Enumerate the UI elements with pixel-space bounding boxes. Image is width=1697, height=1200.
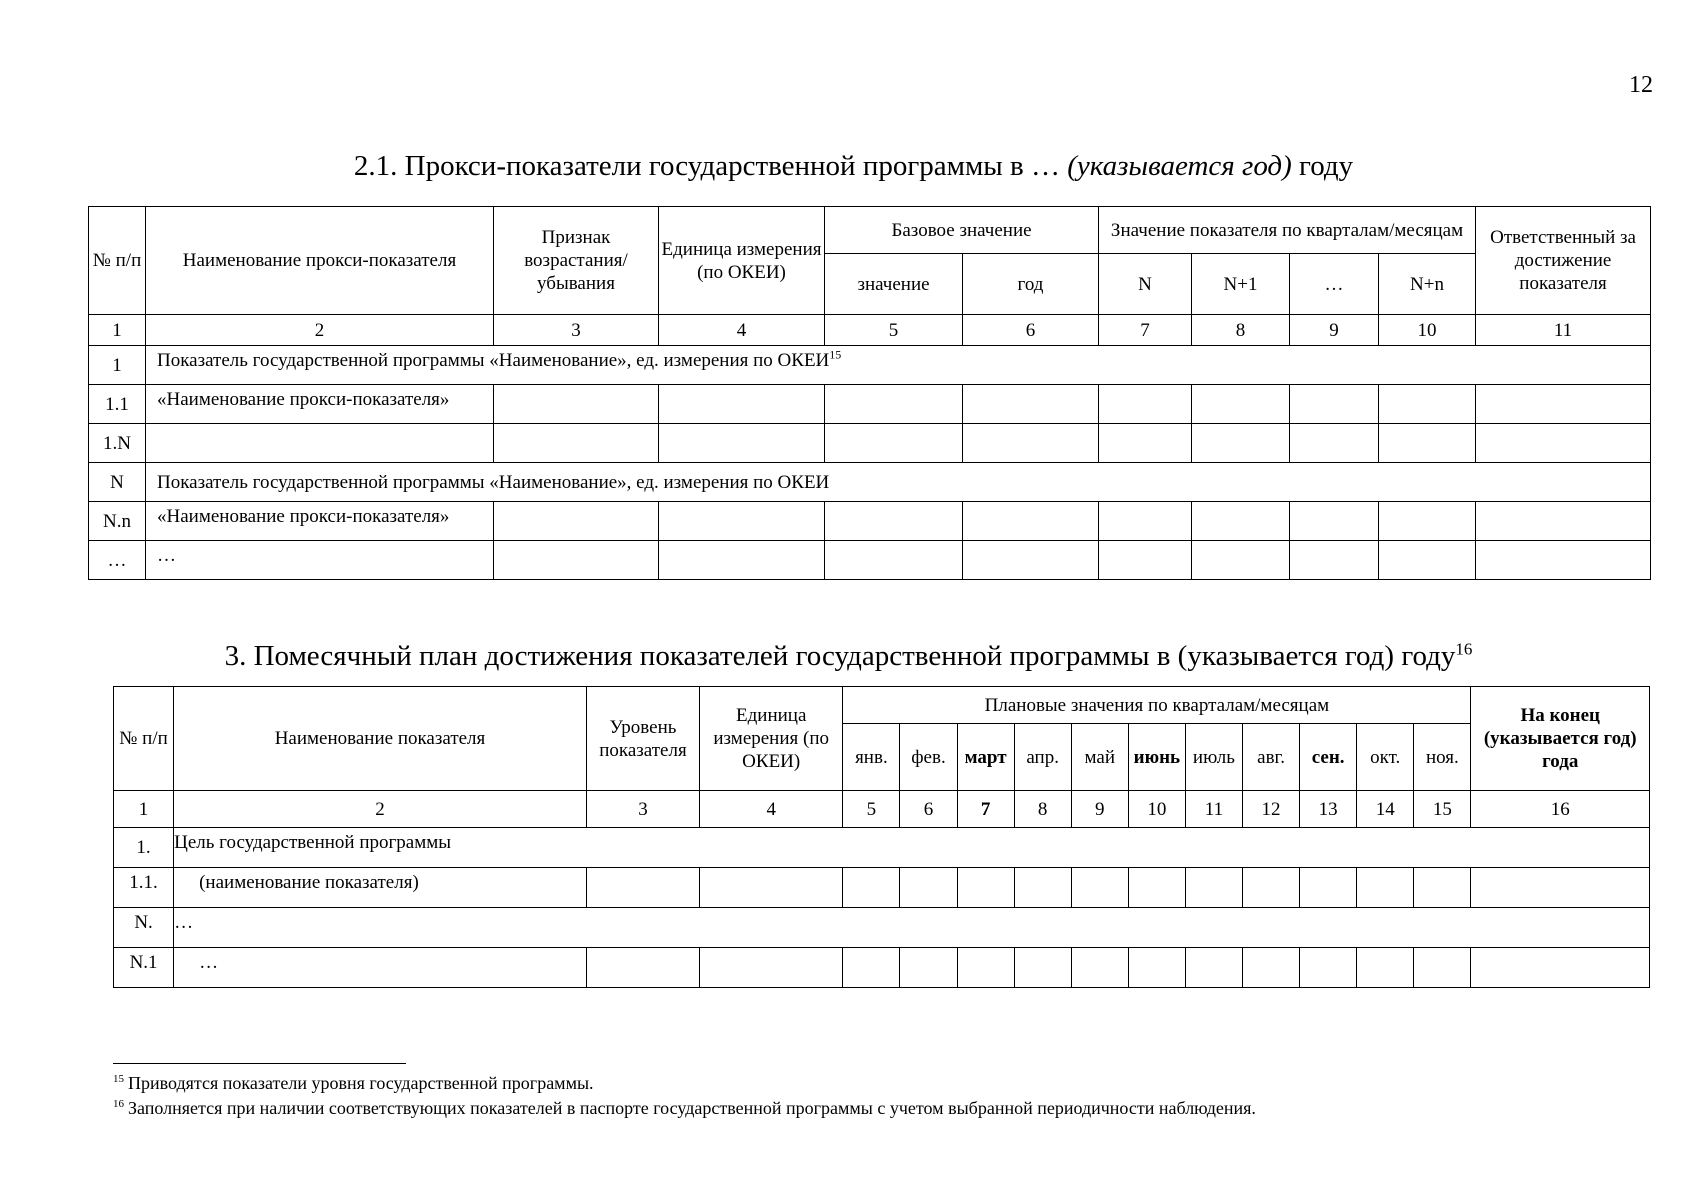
cell [1243,948,1300,988]
header-month-mar: март [957,724,1014,791]
cell [1379,502,1476,541]
col-number: 4 [659,315,825,346]
row-num: 1.1 [89,385,146,424]
header-num: № п/п [89,207,146,315]
header-month-jul: июль [1185,724,1242,791]
title-text: 2.1. Прокси-показатели государственной программы в … [353,150,1068,182]
cell [1379,424,1476,463]
cell [963,502,1099,541]
col-number: 4 [700,791,843,828]
title-text: 3. Помесячный план достижения показателей государственной программы в (указывается год) году [224,640,1456,672]
table-row [89,463,1651,502]
cell [1476,424,1651,463]
cell [900,948,957,988]
cell [1414,868,1471,908]
col-number: 6 [963,315,1099,346]
cell [1290,385,1379,424]
footnote-number: 15 [113,1073,124,1085]
column-numbers-row [114,791,1650,828]
column-numbers-row [89,315,1651,346]
cell [843,948,900,988]
row-indicator-name: … [174,948,587,988]
col-number: 16 [1471,791,1650,828]
header-base-value: Базовое значение [825,207,1099,254]
row-proxy-name [146,424,494,463]
cell [1414,948,1471,988]
col-number: 10 [1128,791,1185,828]
row-proxy-name: … [146,541,494,580]
cell [900,868,957,908]
cell [1290,502,1379,541]
header-quarter-ellipsis: … [1290,254,1379,315]
footnote-16 [113,1096,1256,1121]
row-num: 1.1. [114,868,174,908]
cell [843,868,900,908]
cell [586,948,699,988]
cell [1071,948,1128,988]
cell [494,424,659,463]
cell [1192,541,1290,580]
monthly-plan-table [113,686,1650,988]
cell [586,868,699,908]
col-number: 13 [1300,791,1357,828]
cell [1128,948,1185,988]
header-quarter-values: Значение показателя по кварталам/месяцам [1099,207,1476,254]
row-num: … [89,541,146,580]
section-title-proxy-indicators [0,150,1697,183]
col-number: 3 [494,315,659,346]
header-quarter-nn: N+n [1379,254,1476,315]
row-indicator-name: (наименование показателя) [174,868,587,908]
cell [700,948,843,988]
cell [1099,424,1192,463]
header-quarter-n: N [1099,254,1192,315]
header-base-value-year: год [963,254,1099,315]
header-num: № п/п [114,687,174,791]
header-month-apr: апр. [1014,724,1071,791]
cell [659,502,825,541]
row-indicator-text: Показатель государственной программы «Наименование», ед. измерения по ОКЕИ [146,463,1651,502]
col-number: 1 [89,315,146,346]
table-row [89,385,1651,424]
cell [1185,948,1242,988]
footnotes [113,1071,1256,1121]
row-num: N.n [89,502,146,541]
col-number: 7 [957,791,1014,828]
col-number: 2 [146,315,494,346]
cell [825,502,963,541]
cell [1357,948,1414,988]
col-number: 3 [586,791,699,828]
cell [1192,424,1290,463]
row-indicator-text [146,346,1651,385]
col-number: 9 [1290,315,1379,346]
cell [700,868,843,908]
row-text: Показатель государственной программы «Наименование», ед. измерения по ОКЕИ [157,350,830,371]
col-number: 10 [1379,315,1476,346]
col-number: 11 [1185,791,1242,828]
cell [1192,385,1290,424]
header-level: Уровень показателя [586,687,699,791]
header-indicator-name: Наименование показателя [174,687,587,791]
table-row [114,948,1650,988]
header-proxy-name: Наименование прокси-показателя [146,207,494,315]
col-number: 9 [1071,791,1128,828]
table-row [89,541,1651,580]
header-base-value-value: значение [825,254,963,315]
header-responsible: Ответственный за достижение показателя [1476,207,1651,315]
cell [494,541,659,580]
page-number: 12 [1629,72,1653,98]
cell [825,541,963,580]
cell [494,502,659,541]
col-number: 8 [1192,315,1290,346]
col-number: 5 [843,791,900,828]
header-year-end: На конец (указывается год) года [1471,687,1650,791]
header-month-sep: сен. [1300,724,1357,791]
row-goal-text: Цель государственной программы [174,828,1650,868]
cell [1300,868,1357,908]
header-month-jan: янв. [843,724,900,791]
footnote-ref: 16 [1455,639,1473,659]
cell [1471,868,1650,908]
cell [1379,385,1476,424]
cell [494,385,659,424]
cell [659,541,825,580]
col-number: 1 [114,791,174,828]
table-row [114,908,1650,948]
cell [1357,868,1414,908]
cell [963,385,1099,424]
cell [1290,541,1379,580]
table-row [114,828,1650,868]
col-number: 14 [1357,791,1414,828]
cell [1476,502,1651,541]
cell [1192,502,1290,541]
section-title-monthly-plan [0,640,1697,673]
header-month-nov: ноя. [1414,724,1471,791]
header-month-jun: июнь [1128,724,1185,791]
cell [1014,868,1071,908]
col-number: 7 [1099,315,1192,346]
cell [957,948,1014,988]
cell [1185,868,1242,908]
cell [1128,868,1185,908]
header-unit: Единица измерения (по ОКЕИ) [700,687,843,791]
cell [1476,385,1651,424]
cell [1099,541,1192,580]
cell [1071,868,1128,908]
cell [1243,868,1300,908]
cell [963,424,1099,463]
cell [1471,948,1650,988]
header-month-oct: окт. [1357,724,1414,791]
col-number: 8 [1014,791,1071,828]
cell [825,424,963,463]
col-number: 2 [174,791,587,828]
row-num: 1.N [89,424,146,463]
col-number: 11 [1476,315,1651,346]
table-row [89,346,1651,385]
cell [1099,385,1192,424]
title-suffix: году [1291,150,1354,182]
table-row [114,868,1650,908]
title-italic-text: (указывается год) [1067,150,1292,182]
col-number: 5 [825,315,963,346]
header-quarter-n1: N+1 [1192,254,1290,315]
table-row [89,424,1651,463]
cell [1290,424,1379,463]
footnote-text: Заполняется при наличии соответствующих показателей в паспорте государственной программы с учетом выбранной периодичности наблюдения. [128,1098,1256,1118]
footnote-ref: 15 [829,347,842,362]
header-month-may: май [1071,724,1128,791]
footnote-text: Приводятся показатели уровня государственной программы. [128,1073,594,1093]
header-planned-values: Плановые значения по кварталам/месяцам [843,687,1471,724]
header-sign: Признак возрастания/ убывания [494,207,659,315]
table-row [89,502,1651,541]
row-num: 1. [114,828,174,868]
row-num: 1 [89,346,146,385]
col-number: 6 [900,791,957,828]
cell [1379,541,1476,580]
header-unit: Единица измерения (по ОКЕИ) [659,207,825,315]
cell [1300,948,1357,988]
cell [659,424,825,463]
row-proxy-name: «Наименование прокси-показателя» [146,502,494,541]
footnote-15 [113,1071,1256,1096]
header-month-feb: фев. [900,724,957,791]
row-num: N [89,463,146,502]
row-proxy-name: «Наименование прокси-показателя» [146,385,494,424]
row-num: N.1 [114,948,174,988]
cell [1014,948,1071,988]
cell [1476,541,1651,580]
cell [963,541,1099,580]
row-num: N. [114,908,174,948]
col-number: 12 [1243,791,1300,828]
cell [825,385,963,424]
header-month-aug: авг. [1243,724,1300,791]
col-number: 15 [1414,791,1471,828]
footnote-number: 16 [113,1098,124,1110]
cell [1099,502,1192,541]
proxy-indicators-table [88,206,1651,580]
footnote-separator [113,1063,406,1064]
cell [957,868,1014,908]
row-goal-text: … [174,908,1650,948]
cell [659,385,825,424]
